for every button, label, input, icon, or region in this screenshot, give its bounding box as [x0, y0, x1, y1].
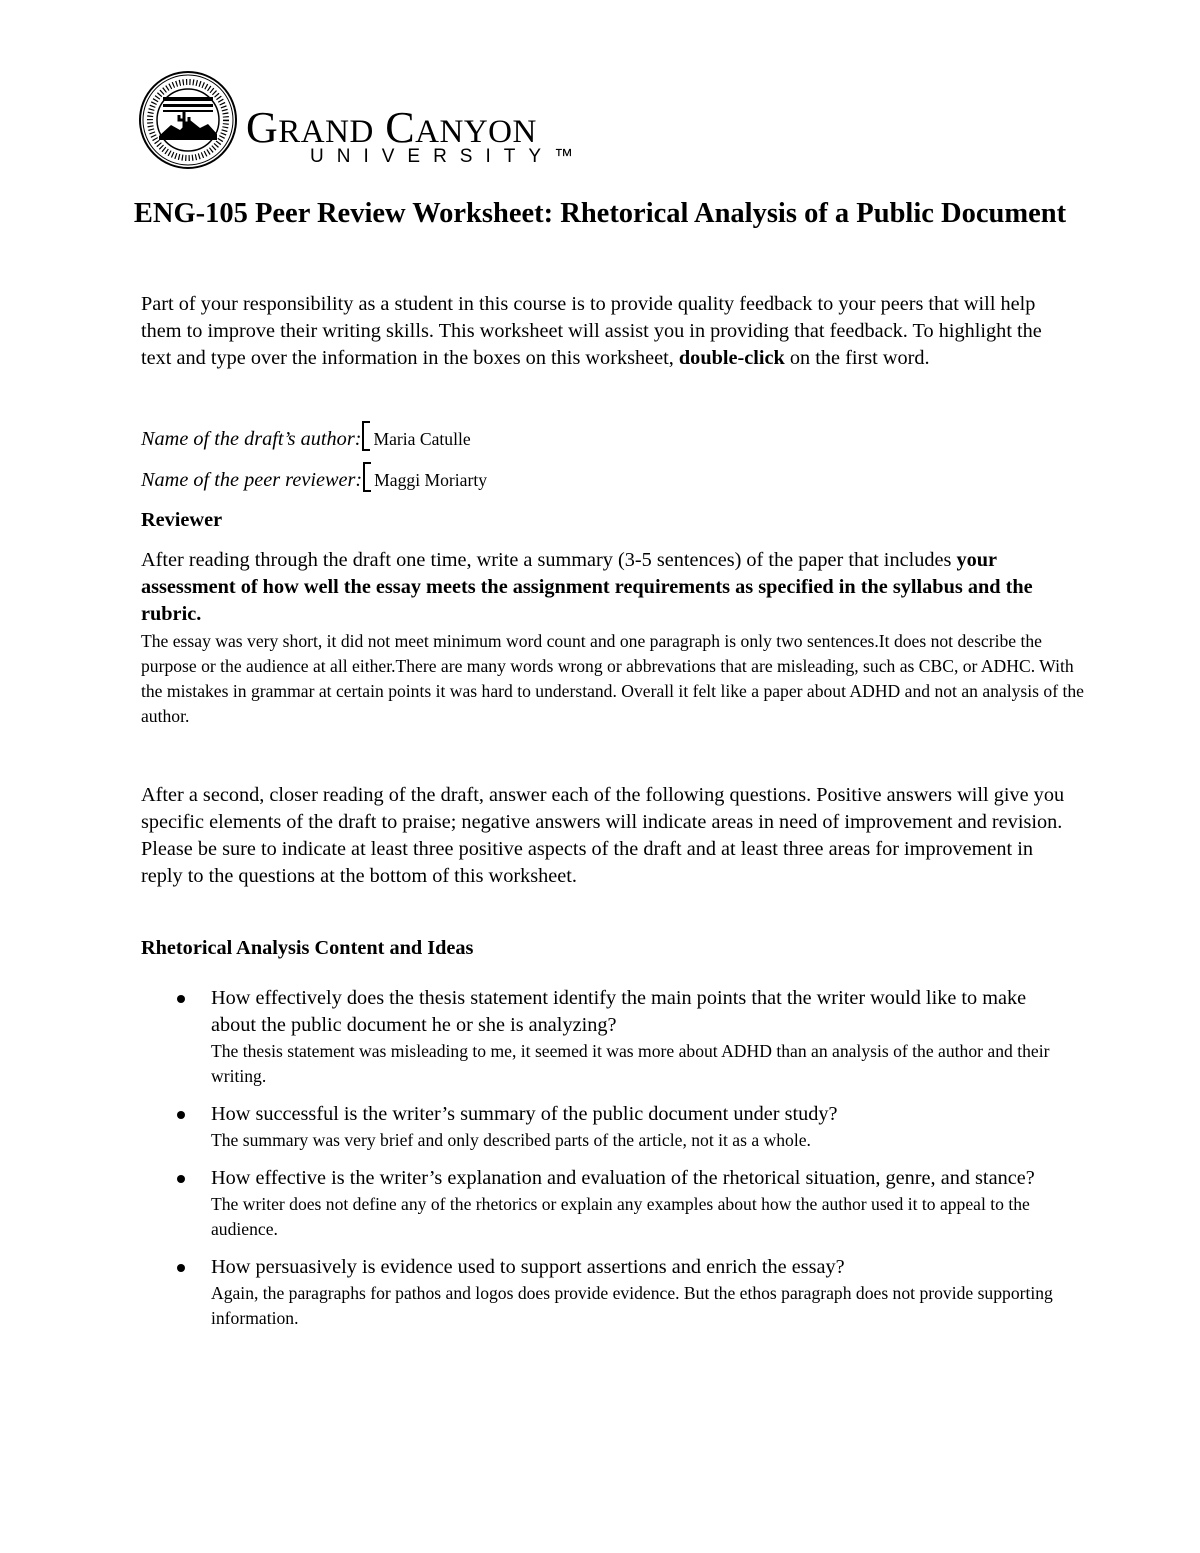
- question-text: How effective is the writer’s explanation and evaluation of the rhetorical situation, genre, and stance?: [211, 1167, 1035, 1189]
- bullet-icon: [177, 1111, 185, 1119]
- author-field: [141, 421, 471, 451]
- reviewer-label: Name of the peer reviewer:: [141, 469, 363, 491]
- intro-text: Part of your responsibility as a student in this course is to provide quality feedback to your peers that will help them to improve their writing skills. This worksheet will assist you in providing that feedback. To highlight the text and type over the information in the boxes on this worksheet,: [141, 293, 1042, 369]
- page-title: ENG-105 Peer Review Worksheet: Rhetorical Analysis of a Public Document: [133, 198, 1067, 229]
- answer-text[interactable]: Again, the paragraphs for pathos and logos does provide evidence. But the ethos paragraph does not provide supporting information.: [211, 1283, 1053, 1328]
- intro-paragraph: [141, 291, 1076, 372]
- intro-text-end: on the first word.: [784, 347, 930, 369]
- question-list: [141, 985, 1076, 1343]
- university-wordmark: GRAND CANYON: [246, 103, 537, 152]
- university-wordmark-sub: UNIVERSITY™: [310, 146, 587, 167]
- intro-bold-text: double-click: [678, 347, 785, 369]
- university-seal-icon: [138, 70, 238, 170]
- reviewer-prompt-text: After reading through the draft one time, write a summary (3-5 sentences) of the paper that includes: [141, 549, 957, 571]
- reviewer-value[interactable]: Maggi Moriarty: [374, 470, 488, 490]
- list-item: [141, 1165, 1076, 1242]
- content-ideas-heading: Rhetorical Analysis Content and Ideas: [141, 937, 474, 959]
- list-item: [141, 985, 1076, 1089]
- text-box-bracket-icon: [363, 462, 371, 492]
- reviewer-field: [141, 462, 487, 492]
- bullet-icon: [177, 1175, 185, 1183]
- answer-text[interactable]: The writer does not define any of the rhetorics or explain any examples about how the author used it to appeal to the audience.: [211, 1194, 1030, 1239]
- question-text: How persuasively is evidence used to support assertions and enrich the essay?: [211, 1256, 845, 1278]
- reviewer-prompt: [141, 547, 1076, 628]
- bullet-icon: [177, 1264, 185, 1272]
- list-item: [141, 1101, 1076, 1153]
- answer-text[interactable]: The summary was very brief and only described parts of the article, not it as a whole.: [211, 1130, 811, 1150]
- reviewer-prompt-bold: your assessment of how well the essay meets the assignment requirements as specified in the syllabus and the rubric.: [141, 549, 1033, 625]
- list-item: [141, 1254, 1076, 1331]
- question-text: How effectively does the thesis statement identify the main points that the writer would like to make about the public document he or she is analyzing?: [211, 987, 1027, 1036]
- reviewer-heading: Reviewer: [141, 509, 223, 531]
- text-box-bracket-icon: [362, 421, 370, 451]
- author-label: Name of the draft’s author:: [141, 428, 362, 450]
- answer-text[interactable]: The thesis statement was misleading to me, it seemed it was more about ADHD than an analysis of the author and their writing.: [211, 1041, 1050, 1086]
- second-reading-paragraph: After a second, closer reading of the draft, answer each of the following questions. Positive answers will give you specific elements of the draft to praise; negative answers will indicate areas in need of improvement and revision. Please be sure to indicate at least three positive aspects of the draft and at least three areas for improvement in reply to the questions at the bottom of this worksheet.: [141, 784, 1065, 887]
- author-value[interactable]: Maria Catulle: [373, 429, 471, 449]
- bullet-icon: [177, 995, 185, 1003]
- question-text: How successful is the writer’s summary of the public document under study?: [211, 1103, 838, 1125]
- reviewer-response[interactable]: The essay was very short, it did not meet minimum word count and one paragraph is only two sentences.It does not describe the purpose or the audience at all either.There are many words wrong or abbrevations that are misleading, such as CBC, or ADHC. With the mistakes in grammar at certain points it was hard to understand. Overall it felt like a paper about ADHD and not an analysis of the author.: [141, 631, 1084, 726]
